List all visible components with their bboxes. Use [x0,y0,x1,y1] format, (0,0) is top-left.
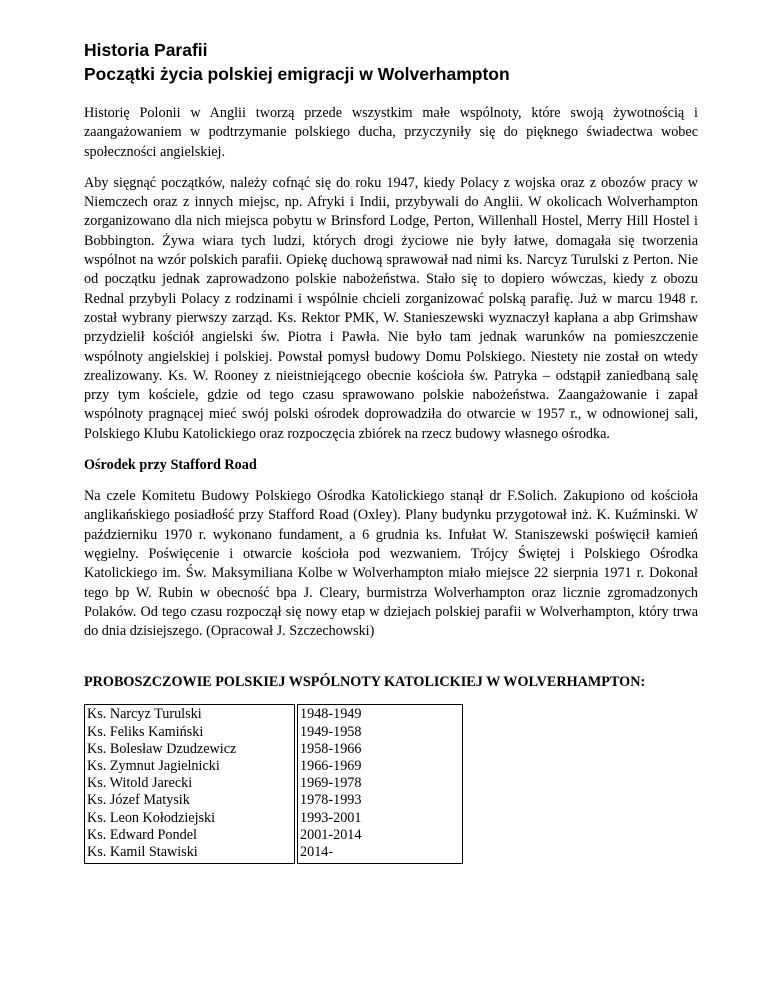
document-page [84,38,698,864]
pastor-years: 2014- [300,844,334,861]
pastors-heading: PROBOSZCZOWIE POLSKIEJ WSPÓLNOTY KATOLICKIEJ W WOLVERHAMPTON: [84,674,646,691]
pastor-name: Ks. Józef Matysik [87,792,190,809]
pastor-name: Ks. Narcyz Turulski [87,706,202,723]
pastor-years: 1969-1978 [300,775,362,792]
pastor-name: Ks. Kamil Stawiski [87,844,198,861]
pastor-years: 2001-2014 [300,826,362,843]
intro-paragraph: Historię Polonii w Anglii tworzą przede wszystkim małe wspólnoty, które swoją żywotnością i zaangażowaniem w podtrzymanie polskiego ducha, przyczyniły się do pięknego świadectwa wobec społeczności angielskiej. [84,105,698,160]
pastor-name: Ks. Zymnut Jagielnicki [87,758,220,775]
section-heading: Ośrodek przy Stafford Road [84,457,257,474]
pastor-years: 1966-1969 [300,758,362,775]
pastor-name: Ks. Bolesław Dzudzewicz [87,740,237,757]
pastor-years: 1978-1993 [300,792,362,809]
pastor-years: 1948-1949 [300,706,362,723]
pastor-years: 1949-1958 [300,723,362,740]
pastor-years-cell [298,705,463,864]
pastor-name: Ks. Witold Jarecki [87,775,193,792]
pastor-name: Ks. Leon Kołodziejski [87,809,216,826]
history-paragraph: Aby sięgnąć początków, należy cofnąć się do roku 1947, kiedy Polacy z wojska oraz z obozów pracy w Niemczech oraz z innych miejsc, np. Afryki i Indii, przybywali do Anglii. W okolicach Wolverhampton zorganizowano dla nich miejsca pobytu w Brinsford Lodge, Perton, Willenhall Hostel, Merry Hill Hostel i Bobbington. Żywa wiara tych ludzi, których drogi życiowe nie były łatwe, domagała się tworzenia wspólnot na wzór polskich parafii. Opiekę duchową sprawował nad nimi ks. Narcyz Turulski z Perton. Nie od początku jednak zaprowadzono polskie nabożeństwa. Stało się to dopiero wówczas, kiedy z obozu Rednal przybyli Polacy z rodzinami i wspólnie chcieli zorganizować polską parafię. Już w marcu 1948 r. został wybrany pierwszy zarząd. Ks. Rektor PMK, W. Stanieszewski wyznaczył kapłana a abp Grimshaw przydzielił kościół angielski św. Piotra i Pawła. Nie było tam jednak warunków na pomieszczenie wspólnoty angielskiej i polskiej. Powstał pomysł budowy Domu Polskiego. Niestety nie został on wtedy zrealizowany. Ks. W. Rooney z nieistniejącego obecnie kościoła św. Patryka – odstąpił zaniedbaną salę przy tym kościele, gdzie od tego czasu sprawowano polskie nabożeństwa. Zaangażowanie i zapał wspólnoty pragnącej mieć swój polski ośrodek doprowadziła do otwarcie w 1957 r., w odnowionej sali, Polskiego Klubu Katolickiego oraz rozpoczęcia zbiórek na rzecz budowy własnego ośrodka. [84,174,698,442]
section-paragraph: Na czele Komitetu Budowy Polskiego Ośrodka Katolickiego stanął dr F.Solich. Zakupiono od kościoła anglikańskiego posiadłość przy Stafford Road (Oxley). Plany budynku przygotował inż. K. Kuźminski. W październiku 1970 r. wykonano fundament, a 6 grudnia ks. Infułat W. Staniszewski poświęcił kamień węgielny. Poświęcenie i otwarcie kościoła pod wezwaniem. Trójcy Świętej i Polskiego Ośrodka Katolickiego im. Św. Maksymiliana Kolbe w Wolverhampton miało miejsce 22 sierpnia 1971 r. Dokonał tego bp W. Rubin w obecność bpa J. Cleary, burmistrza Wolverhampton oraz licznie zgromadzonych Polaków. Od tego czasu rozpoczął się nowy etap w dziejach polskiej parafii w Wolverhampton, który trwa do dnia dzisiejszego. (Opracował J. Szczechowski) [84,488,698,640]
pastor-years: 1958-1966 [300,740,362,757]
pastor-years: 1993-2001 [300,809,362,826]
pastors-table [84,704,463,864]
pastor-name: Ks. Feliks Kamiński [87,723,204,740]
document-subtitle: Początki życia polskiej emigracji w Wolverhampton [84,64,510,84]
pastor-name: Ks. Edward Pondel [87,826,197,843]
document-title: Historia Parafii [84,40,208,60]
pastor-names-cell [85,705,295,864]
